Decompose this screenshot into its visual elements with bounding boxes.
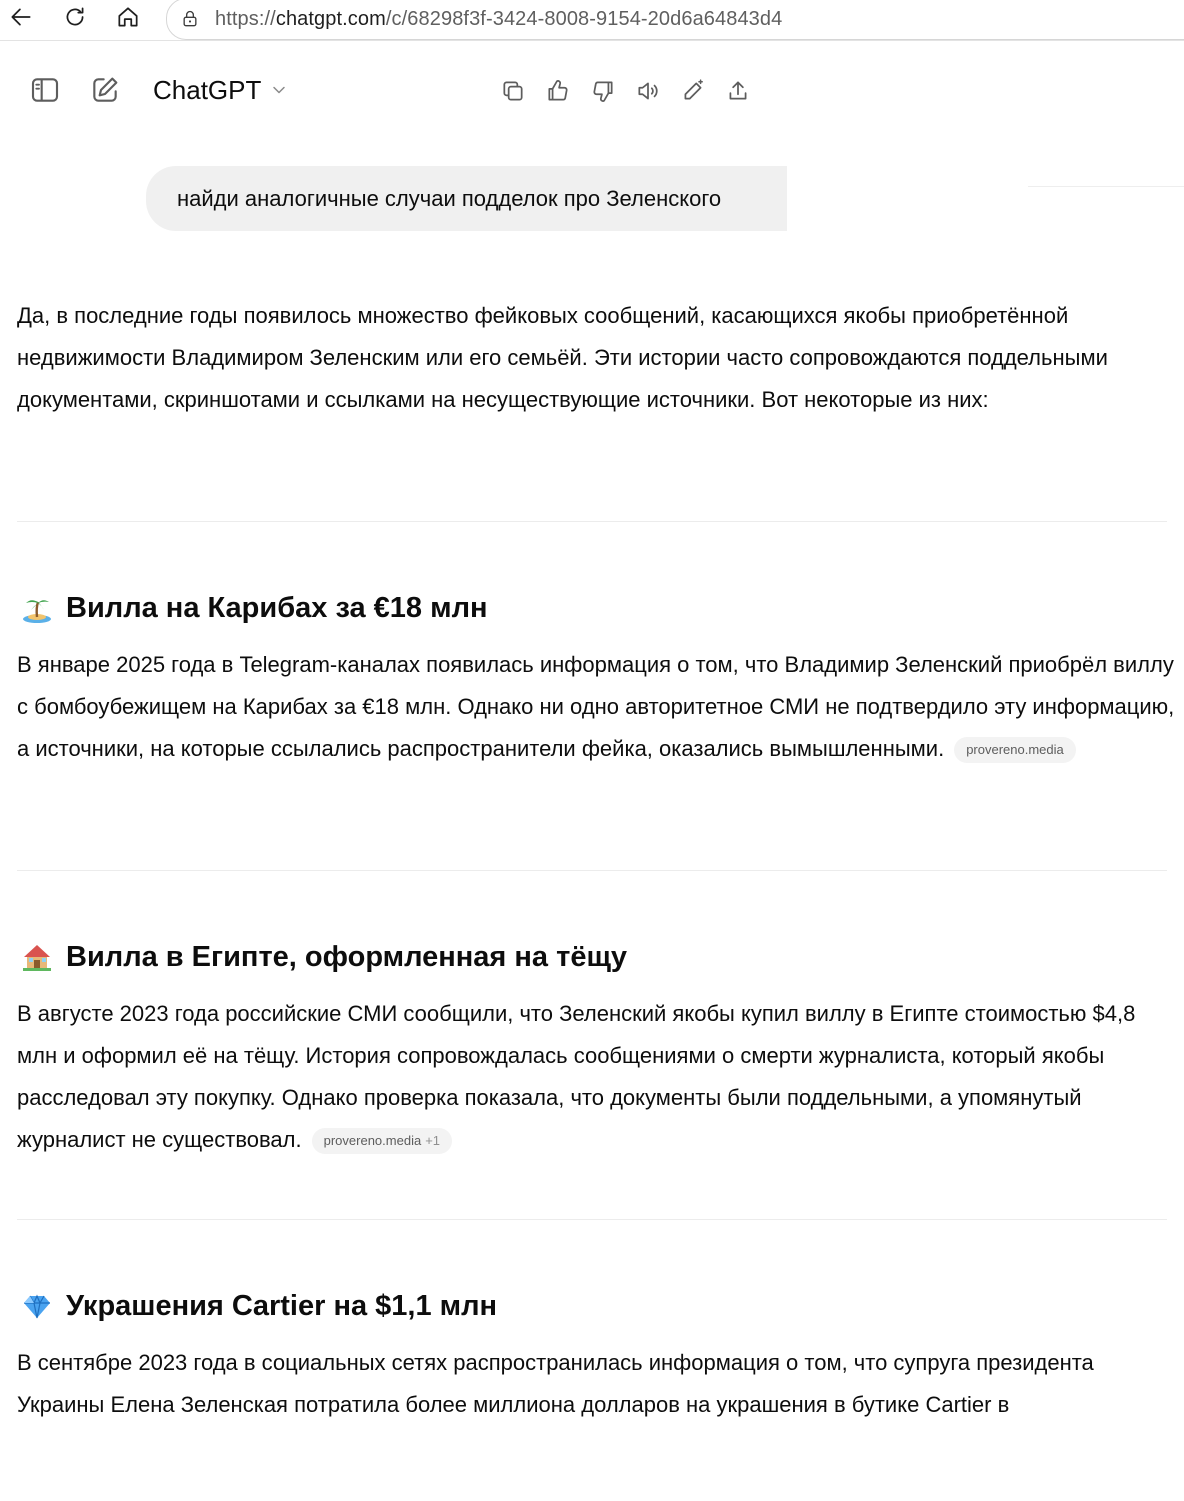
divider	[17, 1219, 1167, 1220]
island-emoji-icon	[20, 591, 54, 625]
copy-icon	[500, 78, 526, 104]
chat-header	[0, 48, 1184, 134]
answer-intro: Да, в последние годы появилось множество фейковых сообщений, касающихся якобы приобретённой недвижимости Владимиром Зеленским или его семьёй. Эти истории часто сопровождаются поддельными документами, скриншотами и ссылками на несуществующие источники. Вот некоторые из них:	[17, 303, 1108, 412]
section-text	[17, 993, 1177, 1161]
section-heading	[20, 588, 488, 628]
thumbs-up-button[interactable]	[543, 76, 573, 106]
home-button[interactable]	[113, 2, 143, 32]
source-label: provereno.media	[966, 742, 1064, 757]
section-body: В сентябре 2023 года в социальных сетях распространилась информация о том, что супруга президента Украины Елена Зеленская потратила более миллиона долларов на украшения в бутике Cartier в	[17, 1350, 1094, 1417]
source-citation[interactable]	[312, 1128, 452, 1154]
new-chat-button[interactable]	[87, 72, 123, 108]
edit-in-canvas-button[interactable]	[678, 76, 708, 106]
sidebar-toggle-button[interactable]	[27, 72, 63, 108]
section-title: Вилла в Египте, оформленная на тёщу	[66, 940, 628, 973]
section-heading	[20, 937, 627, 977]
chevron-down-icon	[269, 80, 289, 100]
back-button[interactable]	[6, 2, 36, 32]
share-button[interactable]	[723, 76, 753, 106]
model-selector[interactable]	[153, 72, 289, 108]
section-text	[17, 1342, 1177, 1426]
section-text	[17, 644, 1177, 770]
address-bar[interactable]	[166, 0, 1184, 40]
thumbs-up-icon	[545, 78, 571, 104]
share-icon	[725, 78, 751, 104]
thumbs-down-icon	[590, 78, 616, 104]
section-body: В январе 2025 года в Telegram-каналах появилась информация о том, что Владимир Зеленский приобрёл виллу с бомбоубежищем на Карибах за €18 млн. Однако ни одно авторитетное СМИ не подтвердило эту информацию, а источники, на которые ссылались распространители фейка, оказались вымышленными.	[17, 652, 1175, 761]
section-title: Украшения Cartier на $1,1 млн	[66, 1289, 498, 1322]
sidebar-icon	[29, 74, 61, 106]
house-emoji-icon	[20, 940, 54, 974]
back-arrow-icon	[8, 4, 34, 30]
model-label: ChatGPT	[153, 74, 262, 105]
user-message-text: найди аналогичные случаи подделок про Зеленского	[177, 185, 722, 211]
reload-button[interactable]	[60, 2, 90, 32]
read-aloud-button[interactable]	[633, 76, 663, 106]
user-message-bubble	[146, 166, 787, 231]
source-citation[interactable]	[954, 737, 1076, 763]
divider	[17, 521, 1167, 522]
copy-button[interactable]	[498, 76, 528, 106]
section-body: В августе 2023 года российские СМИ сообщили, что Зеленский якобы купил виллу в Египте стоимостью $4,8 млн и оформил её на тёщу. История сопровождалась сообщениями о смерти журналиста, который якобы расследовал эту покупку. Однако проверка показала, что документы были поддельными, а упомянутый журналист не существовал.	[17, 1001, 1136, 1152]
section-title: Вилла на Карибах за €18 млн	[66, 591, 488, 624]
url-text: https://chatgpt.com/c/68298f3f-3424-8008-9154-20d6a64843d4	[215, 7, 783, 30]
browser-toolbar	[0, 0, 1184, 41]
source-count: +1	[425, 1133, 441, 1148]
compose-icon	[89, 74, 121, 106]
gem-emoji-icon	[20, 1289, 54, 1323]
source-label: provereno.media	[323, 1133, 422, 1148]
thumbs-down-button[interactable]	[588, 76, 618, 106]
section-heading	[20, 1286, 497, 1326]
speaker-icon	[635, 78, 661, 104]
magic-pen-icon	[680, 78, 706, 104]
divider	[17, 870, 1167, 871]
home-icon	[115, 4, 141, 30]
lock-icon[interactable]	[179, 8, 201, 30]
divider	[1028, 186, 1184, 187]
reload-icon	[62, 4, 88, 30]
